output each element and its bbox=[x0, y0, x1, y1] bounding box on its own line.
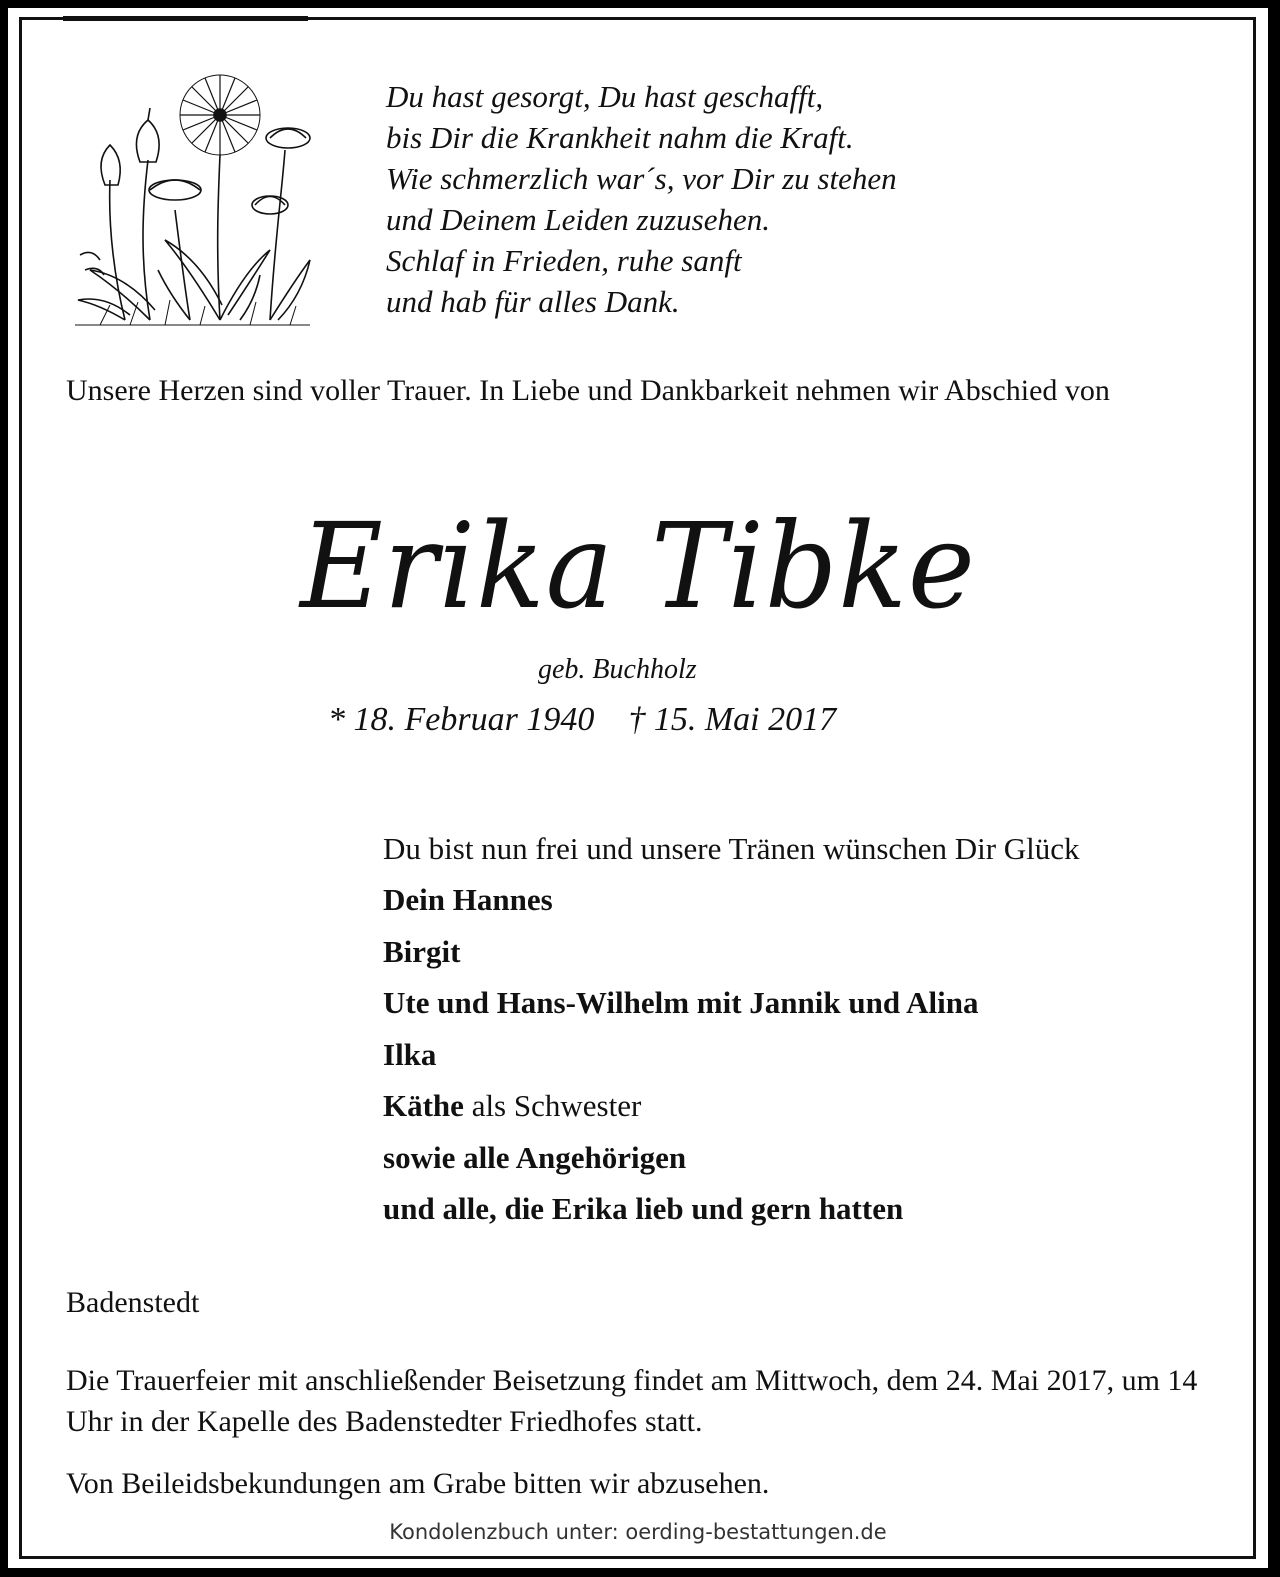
obituary-card bbox=[8, 8, 1268, 1568]
deceased-name: Erika Tibke bbox=[300, 497, 976, 635]
poem-line: und Deinem Leiden zuzusehen. bbox=[386, 202, 770, 237]
mourner-item: Birgit bbox=[383, 933, 461, 969]
poem-line: Wie schmerzlich war´s, vor Dir zu stehen bbox=[386, 161, 897, 196]
condolence-note: Von Beileidsbekundungen am Grabe bitten wir abzusehen. bbox=[66, 1467, 770, 1500]
poem-line: Schlaf in Frieden, ruhe sanft bbox=[386, 243, 742, 278]
maiden-name: geb. Buchholz bbox=[538, 654, 697, 685]
condolence-book-link[interactable]: Kondolenzbuch unter: oerding-bestattungen.de bbox=[389, 1520, 887, 1544]
death-date: † 15. Mai 2017 bbox=[628, 701, 837, 738]
farewell-text: Du bist nun frei und unsere Tränen wünschen Dir Glück bbox=[383, 831, 1080, 866]
mourner-item: sowie alle Angehörigen bbox=[383, 1139, 687, 1175]
place-name: Badenstedt bbox=[66, 1286, 200, 1319]
poem bbox=[386, 76, 897, 322]
corner-rule bbox=[63, 16, 308, 21]
mourner-item: Ute und Hans-Wilhelm mit Jannik und Alina bbox=[383, 985, 979, 1020]
poem-line: und hab für alles Dank. bbox=[386, 284, 680, 319]
mourner-item: Käthe als Schwester bbox=[383, 1088, 642, 1123]
mourner-item: Ilka bbox=[383, 1036, 437, 1072]
life-dates bbox=[328, 698, 836, 742]
mourner-item: Dein Hannes bbox=[383, 882, 553, 917]
intro-text: Unsere Herzen sind voller Trauer. In Liebe und Dankbarkeit nehmen wir Abschied von bbox=[66, 374, 1110, 407]
mourner-item: und alle, die Erika lieb und gern hatten bbox=[383, 1191, 904, 1226]
ceremony-text: Die Trauerfeier mit anschließender Beisetzung findet am Mittwoch, dem 24. Mai 2017, um 14 Uhr in der Kapelle des Badenstedter Friedhofes statt. bbox=[66, 1364, 1198, 1438]
dandelion-flowers-icon bbox=[70, 70, 318, 328]
poem-line: Du hast gesorgt, Du hast geschafft, bbox=[386, 79, 824, 114]
mourners-list bbox=[383, 874, 979, 1235]
poem-line: bis Dir die Krankheit nahm die Kraft. bbox=[386, 120, 854, 155]
birth-date: * 18. Februar 1940 bbox=[328, 701, 595, 738]
